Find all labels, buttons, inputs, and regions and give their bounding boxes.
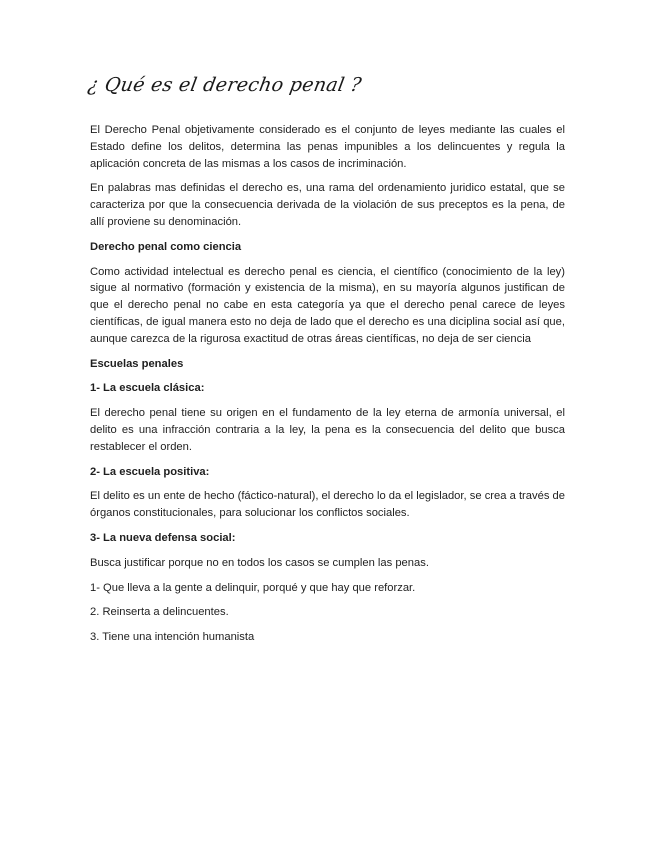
- heading-derecho-ciencia: Derecho penal como ciencia: [90, 240, 242, 253]
- list-item: 3. Tiene una intención humanista: [90, 631, 255, 644]
- paragraph-rama-ordenamiento: En palabras mas definidas el derecho es, una rama del ordenamiento juridico estatal, que se caracteriza por que la consecuencia derivada de la violación de sus preceptos es la pena, de allí proviene su denominación.: [90, 182, 565, 228]
- document-title: ¿ Qué es el derecho penal ?: [86, 74, 364, 96]
- document-body: [90, 122, 565, 654]
- paragraph-definition: El Derecho Penal objetivamente considerado es el conjunto de leyes mediante las cuales el Estado define los delitos, determina las penas impunibles a los delincuentes y regula la aplicación concreta de las mismas a los casos de incriminación.: [90, 124, 565, 170]
- list-item: Busca justificar porque no en todos los casos se cumplen las penas.: [90, 556, 429, 569]
- list-item: 1- Que lleva a la gente a delinquir, porqué y que hay que reforzar.: [90, 581, 416, 594]
- paragraph-escuela-clasica: El derecho penal tiene su origen en el fundamento de la ley eterna de armonía universal, el delito es una infracción contraria a la ley, la pena es la consecuencia del delito que busca restablecer el orden.: [90, 407, 565, 453]
- heading-escuela-clasica: 1- La escuela clásica:: [90, 382, 205, 395]
- paragraph-escuela-positiva: El delito es un ente de hecho (fáctico-natural), el derecho lo da el legislador, se crea a través de órganos constitucionales, para solucionar los conflictos sociales.: [90, 490, 565, 520]
- heading-escuelas-penales: Escuelas penales: [90, 357, 184, 370]
- paragraph-ciencia: Como actividad intelectual es derecho penal es ciencia, el científico (conocimiento de la ley) sigue al normativo (formación y existencia de la misma), en su mayoría algunos justifican de que el derecho penal no cabe en esta categoría ya que el derecho penal carece de leyes científicas, de igual manera esto no deja de lado que el derecho es una diciplina social así que, aunque carezca de la rigurosa exactitud de otras áreas científicas, no deja de ser ciencia: [90, 265, 565, 345]
- list-item: 2. Reinserta a delincuentes.: [90, 606, 229, 619]
- heading-nueva-defensa: 3- La nueva defensa social:: [90, 531, 236, 544]
- heading-escuela-positiva: 2- La escuela positiva:: [90, 465, 210, 478]
